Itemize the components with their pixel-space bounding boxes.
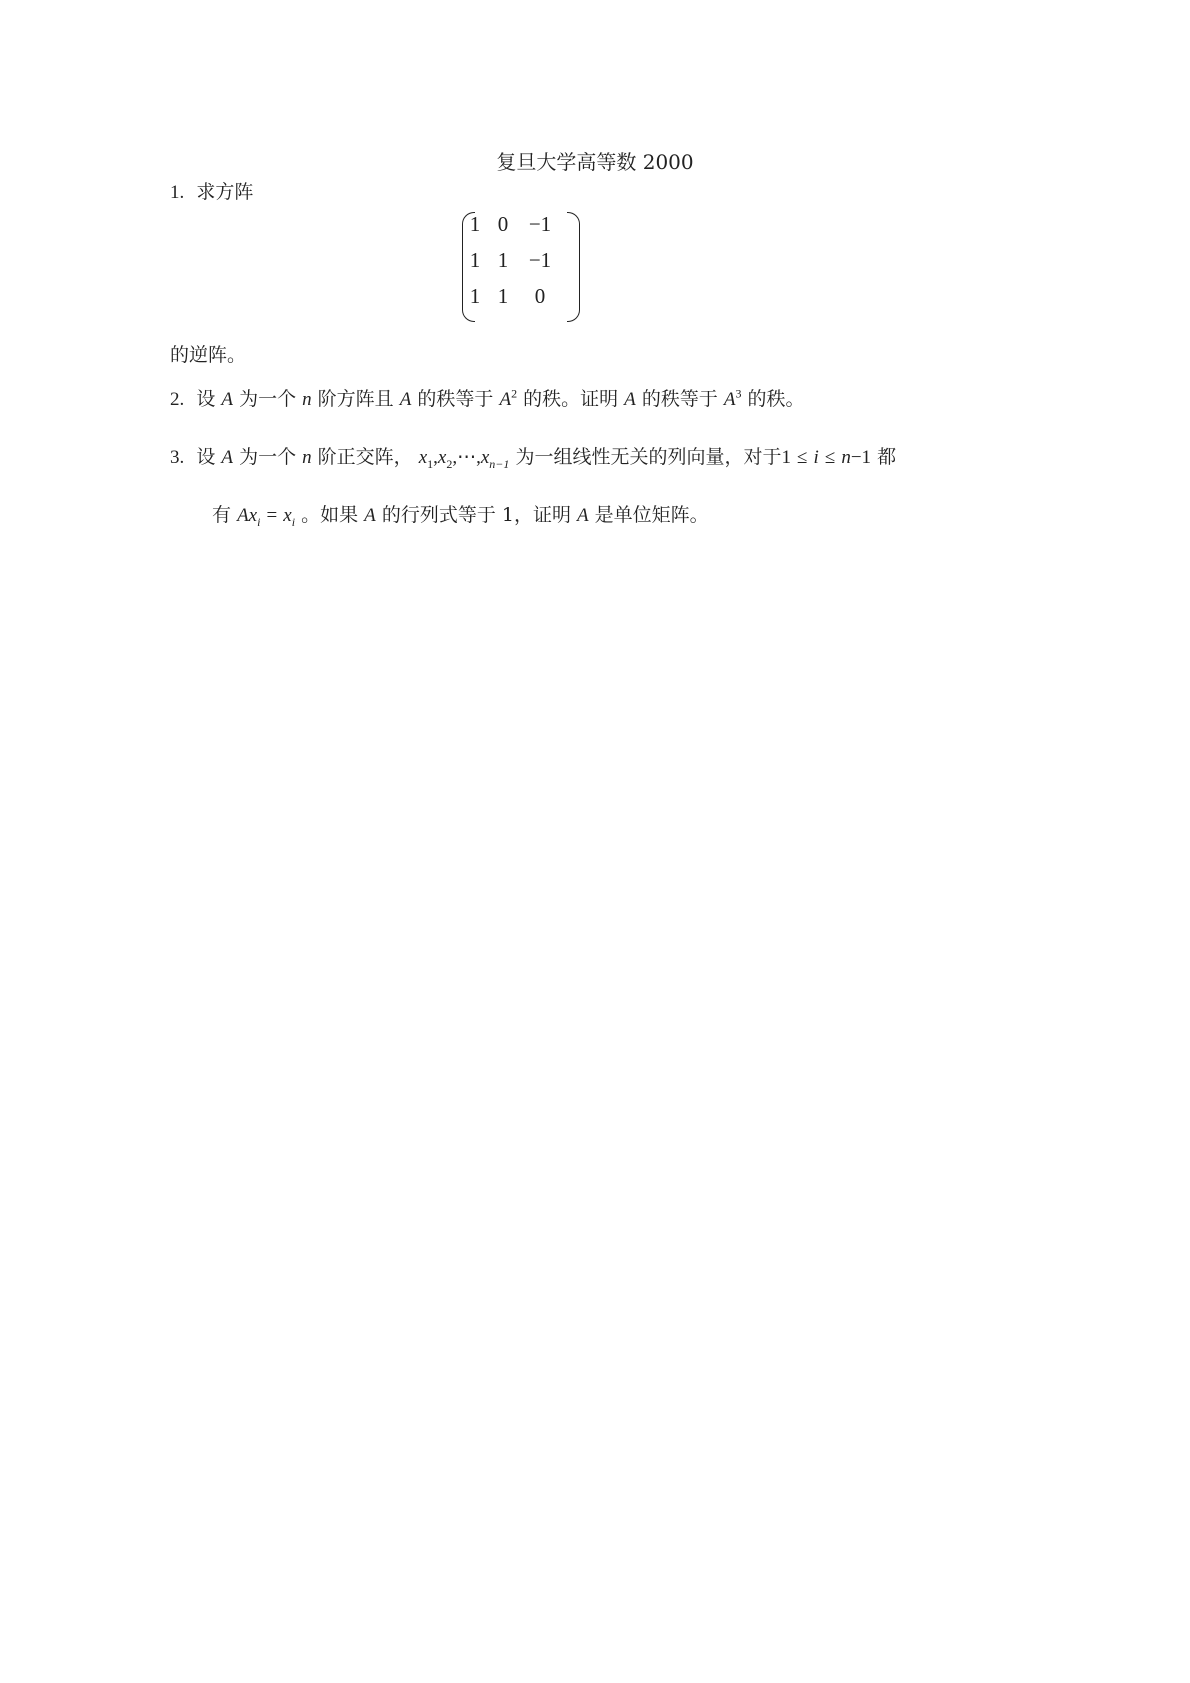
- problem-3-number: 3.: [170, 447, 185, 468]
- text: 的秩等于: [417, 388, 494, 410]
- text: 阶正交阵，: [317, 446, 413, 468]
- math-op: ≤: [797, 447, 808, 468]
- math-var: A: [624, 389, 636, 410]
- matrix-cell: 0: [497, 212, 509, 236]
- problem-1-header: [170, 177, 253, 204]
- subscript: i: [257, 514, 261, 529]
- math-var: n: [302, 447, 312, 468]
- math-var: x: [437, 447, 447, 468]
- text: 都: [877, 446, 897, 468]
- math-var: A: [723, 389, 736, 410]
- math-number: −1: [850, 447, 872, 468]
- text: 为一个: [239, 446, 297, 468]
- text: 的秩等于: [641, 388, 718, 410]
- math-var: x: [418, 447, 428, 468]
- text: 是单位矩阵。: [594, 504, 709, 526]
- superscript: 3: [735, 386, 742, 401]
- text: 的秩。: [747, 388, 805, 410]
- math-op: ≤: [824, 447, 836, 468]
- matrix-cell: 1: [469, 248, 481, 272]
- problem-3-line-1: 3. 设 A 为一个 n 阶正交阵， $x_1,x_2,\cdots,x_{n-1}$ 为一组线性无关的列向量，对于1 ≤ i ≤ n−1 都: [170, 446, 897, 471]
- matrix-cell: −1: [528, 212, 552, 236]
- matrix: [462, 212, 580, 322]
- math-var: n: [841, 447, 851, 468]
- math-var: x: [283, 505, 292, 526]
- text: 设: [196, 446, 216, 468]
- math-var: Ax: [237, 505, 258, 526]
- text: 阶方阵且: [317, 388, 394, 410]
- matrix-cell: −1: [528, 248, 552, 272]
- math-var: n: [302, 389, 312, 410]
- page-title: 复旦大学高等数 2000: [496, 150, 694, 174]
- text: 设: [196, 388, 216, 410]
- subscript: 1: [427, 456, 434, 471]
- superscript: 2: [511, 386, 518, 401]
- math-number: 1: [781, 447, 791, 468]
- math-var: A: [364, 505, 376, 526]
- text: 。如果: [301, 504, 359, 526]
- text: 有: [212, 504, 232, 526]
- matrix-cell: 1: [497, 248, 509, 272]
- problem-2: [170, 384, 805, 411]
- problem-1-number: 1.: [170, 182, 185, 203]
- ellipsis: ⋯: [457, 447, 477, 468]
- matrix-right-paren: [567, 212, 580, 322]
- matrix-cell: 1: [469, 212, 481, 236]
- matrix-cell: 0: [534, 284, 546, 308]
- matrix-cell: 1: [469, 284, 481, 308]
- math-var: A: [577, 505, 589, 526]
- matrix-cell: 1: [497, 284, 509, 308]
- math-var: i: [813, 447, 819, 468]
- text: 为一组线性无关的列向量，对于: [515, 446, 782, 468]
- problem-3-line-2: [212, 500, 709, 530]
- math-var: x: [480, 447, 490, 468]
- text: 的秩。证明: [523, 388, 619, 410]
- problem-1-lead: 求方阵: [196, 181, 254, 203]
- subscript: n−1: [489, 456, 510, 471]
- math-var: A: [221, 389, 234, 410]
- subscript: 2: [446, 456, 453, 471]
- problem-1-tail: 的逆阵。: [170, 344, 247, 366]
- text: 的行列式等于 1，证明: [381, 504, 571, 526]
- problem-2-number: 2.: [170, 389, 185, 410]
- text: 为一个: [239, 388, 297, 410]
- subscript: i: [291, 514, 296, 529]
- math-var: A: [499, 389, 512, 410]
- math-op: =: [266, 505, 278, 526]
- math-var: A: [399, 389, 412, 410]
- math-var: A: [221, 447, 234, 468]
